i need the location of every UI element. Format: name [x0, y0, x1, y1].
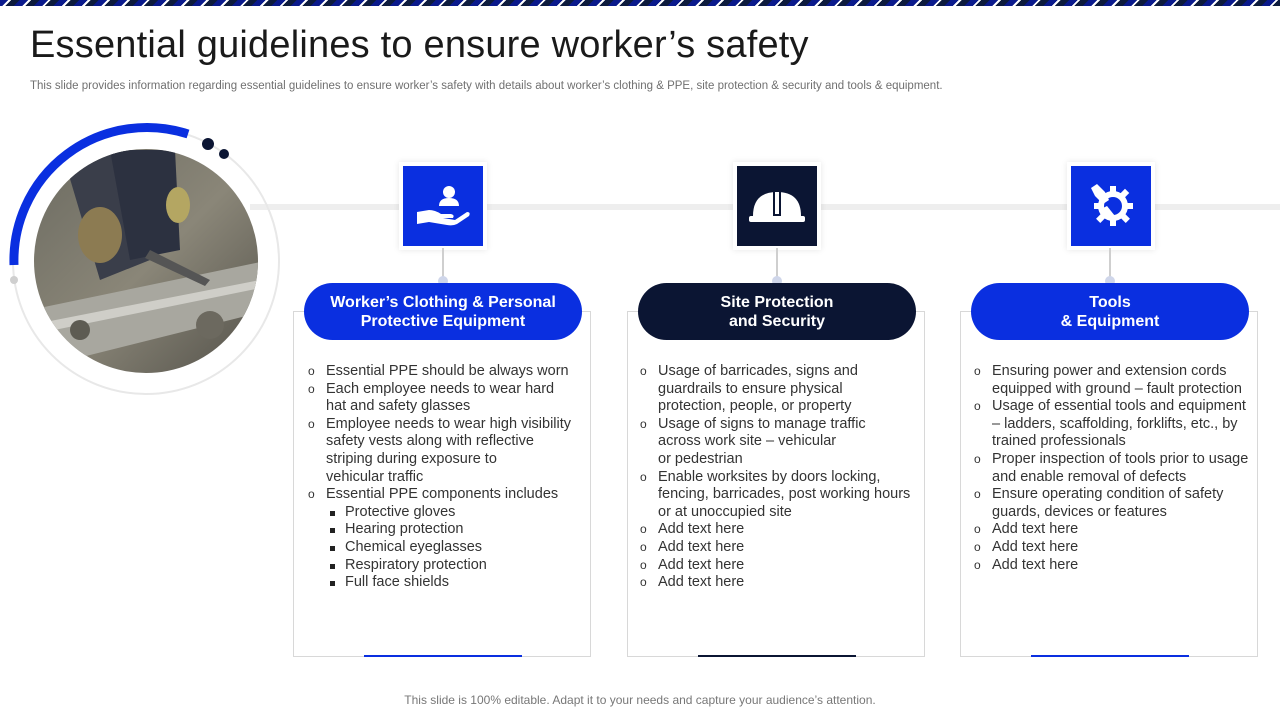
- list-item-cont: – ladders, scaffolding, forklifts, etc., by: [992, 415, 1238, 432]
- heading-line: Worker’s Clothing & Personal: [330, 293, 556, 311]
- list-item-cont: guardrails to ensure physical: [658, 380, 843, 397]
- list-item-cont: fencing, barricades, post working hours: [658, 486, 911, 503]
- sub-list-item: Hearing protection: [308, 521, 588, 539]
- list-item: o Add text here: [640, 521, 745, 538]
- card-heading-tools-equipment: [971, 283, 1249, 340]
- list-item-cont: and enable removal of defects: [992, 468, 1187, 485]
- list-item-cont: across work site – vehicular: [658, 433, 837, 450]
- hard-hat-icon: [747, 186, 807, 226]
- card-list-clothing-ppe: [308, 363, 588, 592]
- hand-user-icon: [415, 184, 471, 228]
- list-item-cont: or pedestrian: [658, 450, 743, 467]
- list-item-cont: safety vests along with reflective: [326, 433, 534, 450]
- connector-3: [1109, 248, 1111, 282]
- list-item-cont: equipped with ground – fault protection: [992, 380, 1242, 397]
- list-item: o Essential PPE should be always worn: [308, 363, 569, 379]
- page-title: Essential guidelines to ensure worker’s safety: [30, 24, 809, 66]
- list-item: o Usage of signs to manage traffic: [640, 415, 866, 432]
- list-item: o Add text here: [640, 574, 745, 591]
- list-item: o Add text here: [974, 538, 1079, 555]
- heading-line: Tools: [1089, 293, 1131, 311]
- list-item: o Employee needs to wear high visibility: [308, 415, 572, 432]
- heading-line: Protective Equipment: [360, 312, 526, 330]
- list-item-cont: protection, people, or property: [658, 398, 852, 415]
- list-item: o Ensuring power and extension cords: [974, 363, 1227, 379]
- card-heading-clothing-ppe: [304, 283, 582, 340]
- heading-line: & Equipment: [1060, 312, 1160, 330]
- worker-photo: [0, 110, 300, 410]
- list-item: o Add text here: [974, 556, 1079, 573]
- sub-list-item: Chemical eyeglasses: [308, 539, 588, 557]
- card-list-site-protection: [640, 363, 922, 592]
- list-item: o Add text here: [640, 538, 745, 555]
- card-list-tools-equipment: [974, 363, 1264, 574]
- heading-line: and Security: [728, 312, 826, 330]
- sub-list-item: Protective gloves: [308, 504, 588, 522]
- list-item-cont: or at unoccupied site: [658, 503, 792, 520]
- connector-1: [442, 248, 444, 282]
- list-item-cont: hat and safety glasses: [326, 398, 471, 415]
- list-item: o Enable worksites by doors locking,: [640, 468, 881, 485]
- footer-note: This slide is 100% editable. Adapt it to your needs and capture your audience’s attention.: [404, 693, 876, 707]
- tools-gear-icon: [1085, 180, 1137, 232]
- list-item: o Ensure operating condition of safety: [974, 486, 1224, 503]
- sub-list-item: Respiratory protection: [308, 557, 588, 575]
- list-item-cont: vehicular traffic: [326, 468, 424, 485]
- list-item: o Add text here: [974, 521, 1079, 538]
- hand-user-icon-box: [403, 166, 483, 246]
- list-item: o Essential PPE components includes: [308, 486, 559, 503]
- list-item-cont: striping during exposure to: [326, 450, 497, 467]
- top-stripe-bar: [0, 0, 1280, 6]
- connector-2: [776, 248, 778, 282]
- list-item: o Proper inspection of tools prior to usage: [974, 450, 1249, 467]
- list-item-cont: guards, devices or features: [992, 503, 1167, 520]
- page-subtitle: This slide provides information regarding essential guidelines to ensure worker’s safety with details about worker’s clothing & PPE, site protection & security and tools & equipment.: [30, 80, 943, 92]
- list-item: o Usage of barricades, signs and: [640, 363, 858, 379]
- hard-hat-icon-box: [737, 166, 817, 246]
- list-item-cont: trained professionals: [992, 433, 1126, 450]
- list-item: o Usage of essential tools and equipment: [974, 398, 1246, 415]
- tools-gear-icon-box: [1071, 166, 1151, 246]
- card-heading-site-protection: [638, 283, 916, 340]
- sub-list-item: Full face shields: [308, 574, 588, 592]
- heading-line: Site Protection: [720, 293, 834, 311]
- list-item: o Each employee needs to wear hard: [308, 380, 555, 397]
- list-item: o Add text here: [640, 556, 745, 573]
